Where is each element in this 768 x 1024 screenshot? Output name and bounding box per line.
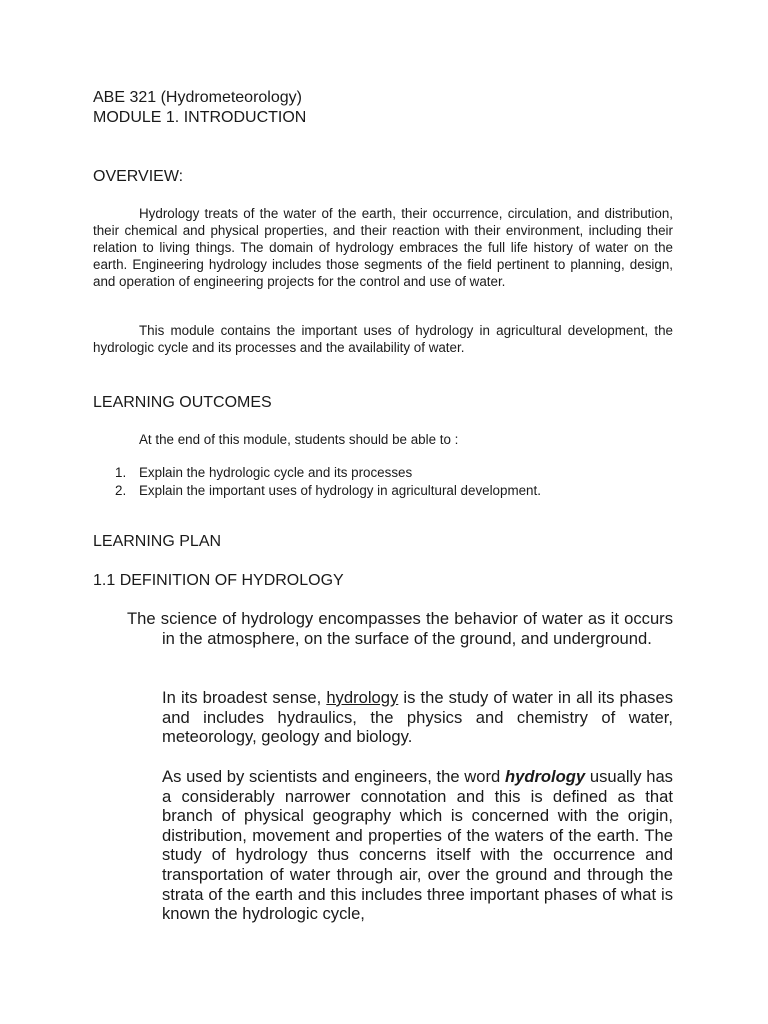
definition-paragraph-2	[162, 688, 673, 747]
list-item-text: Explain the hydrologic cycle and its processes	[139, 465, 413, 480]
underlined-term: hydrology	[326, 688, 399, 707]
learning-outcome-item	[93, 482, 541, 499]
section-heading: 1.1 DEFINITION OF HYDROLOGY	[93, 572, 344, 589]
paragraph-text: usually has a considerably narrower connotation and this is defined as that branch of physical geography which is concerned with the origin, distribution, movement and properties of the waters of the earth. The study of hydrology thus concerns itself with the occurrence and transportation of water through air, over the ground and through the strata of the earth and this includes three important phases of what is known the hydrologic cycle,	[162, 767, 673, 924]
list-item-text: Explain the important uses of hydrology in agricultural development.	[139, 483, 541, 498]
list-item-number: 2.	[115, 483, 127, 498]
paragraph-text: As used by scientists and engineers, the word	[162, 767, 505, 786]
learning-outcome-item	[93, 464, 412, 481]
emphasized-term: hydrology	[504, 767, 586, 786]
learning-outcomes-heading: LEARNING OUTCOMES	[93, 394, 272, 411]
paragraph-text: In its broadest sense,	[162, 688, 327, 707]
overview-paragraph-2: This module contains the important uses of hydrology in agricultural development, the hydrologic cycle and its processes and the availability of water.	[93, 323, 673, 355]
module-title: MODULE 1. INTRODUCTION	[93, 109, 307, 126]
paragraph-text: is the study of water in all its phases and includes hydraulics, the physics and chemistry of water, meteorology, geology and biology.	[162, 688, 673, 747]
list-item-number: 1.	[115, 465, 127, 480]
overview-heading: OVERVIEW:	[93, 168, 184, 185]
learning-plan-heading: LEARNING PLAN	[93, 533, 222, 550]
learning-outcomes-intro: At the end of this module, students should be able to :	[139, 432, 459, 447]
course-title: ABE 321 (Hydrometeorology)	[93, 89, 302, 106]
definition-paragraph-3	[162, 767, 673, 943]
overview-paragraph-1: Hydrology treats of the water of the earth, their occurrence, circulation, and distribution, their chemical and physical properties, and their reaction with their environment, including their relation to living things. The domain of hydrology embraces the full life history of water on the earth. Engineering hydrology includes those segments of the field pertinent to planning, design, and operation of engineering projects for the control and use of water.	[93, 206, 673, 289]
definition-paragraph-1: The science of hydrology encompasses the behavior of water as it occurs in the atmosphere, on the surface of the ground, and underground.	[127, 609, 673, 648]
